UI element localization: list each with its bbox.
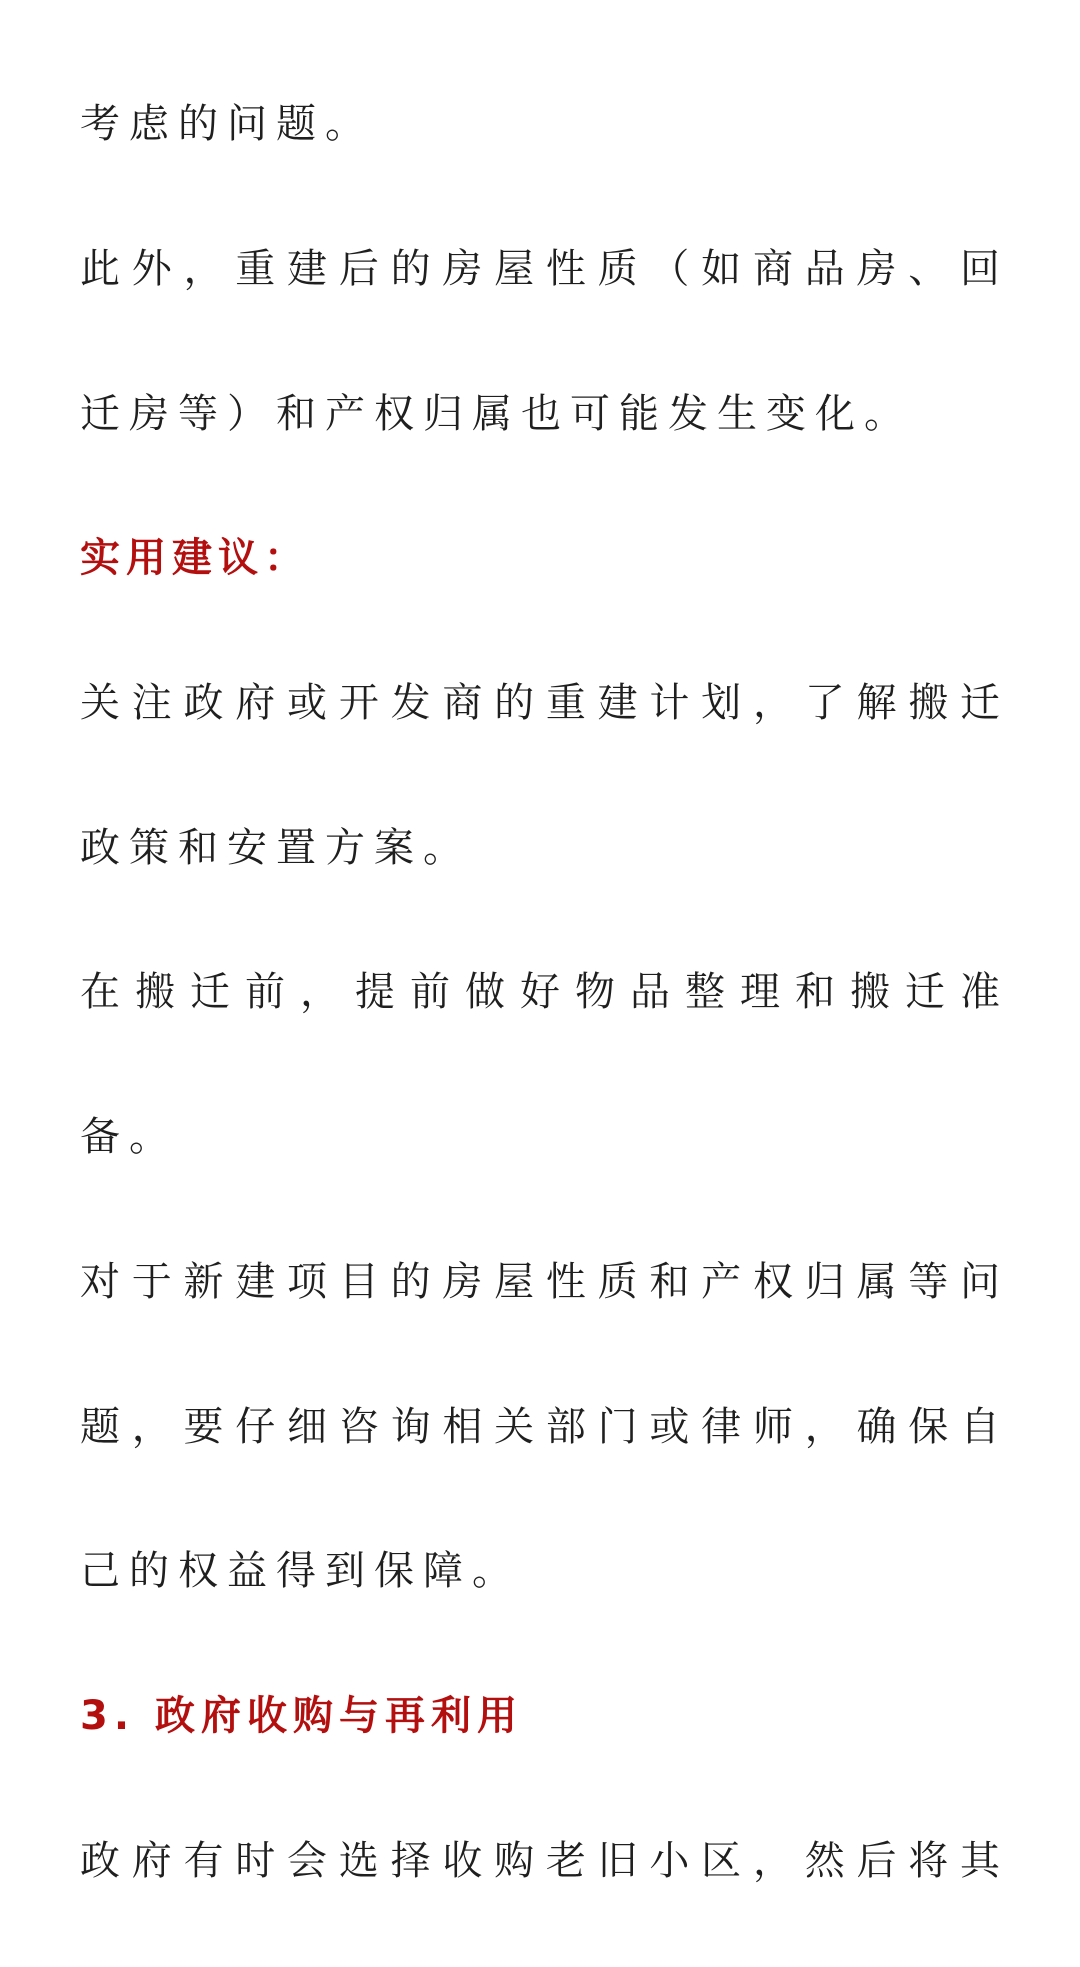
paragraph-line: 在搬迁前，提前做好物品整理和搬迁准 — [80, 969, 1000, 1015]
paragraph-line: 关注政府或开发商的重建计划，了解搬迁 — [80, 680, 1000, 726]
paragraph-line: 迁房等）和产权归属也可能发生变化。 — [80, 391, 913, 437]
paragraph-line: 备。 — [80, 1114, 178, 1160]
paragraph-line: 此外，重建后的房屋性质（如商品房、回 — [80, 246, 1000, 292]
paragraph-line: 己的权益得到保障。 — [80, 1548, 521, 1594]
paragraph-line: 政策和安置方案。 — [80, 825, 472, 871]
paragraph-line: 政府有时会选择收购老旧小区，然后将其 — [80, 1838, 1000, 1884]
section-heading: 实用建议： — [80, 535, 310, 581]
section-heading: 3. 政府收购与再利用 — [80, 1693, 523, 1739]
paragraph-line: 题，要仔细咨询相关部门或律师，确保自 — [80, 1404, 1000, 1450]
paragraph-line: 对于新建项目的房屋性质和产权归属等问 — [80, 1259, 1000, 1305]
paragraph-line: 考虑的问题。 — [80, 101, 374, 147]
